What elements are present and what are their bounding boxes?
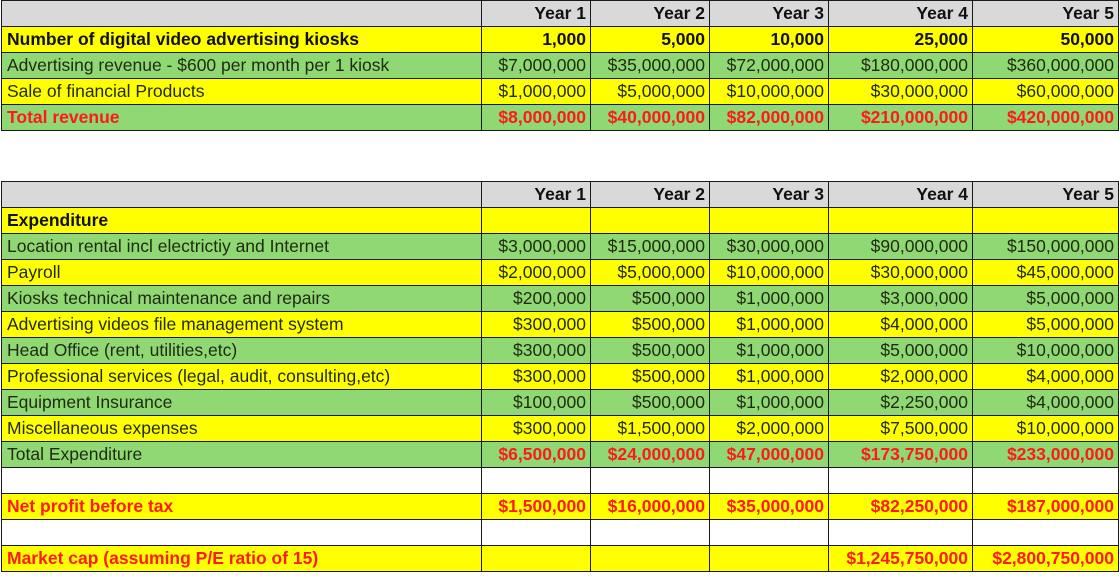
row-label[interactable]: Professional services (legal, audit, consulting,etc): [2, 364, 482, 390]
table-row-kiosks: [2, 27, 1119, 53]
cell-year-4[interactable]: $5,000,000: [829, 338, 973, 364]
header-cell-year-1[interactable]: Year 1: [482, 1, 591, 27]
cell-year-2[interactable]: $40,000,000: [591, 105, 710, 131]
cell-year-3[interactable]: $72,000,000: [710, 53, 829, 79]
cell-year-5[interactable]: $4,000,000: [973, 390, 1119, 416]
cell-year-3[interactable]: $1,000,000: [710, 286, 829, 312]
cell-year-1[interactable]: $300,000: [482, 312, 591, 338]
header-cell-label[interactable]: [2, 182, 482, 208]
cell-year-2[interactable]: $500,000: [591, 286, 710, 312]
cell-year-5[interactable]: $2,800,750,000: [973, 546, 1119, 572]
empty-cell[interactable]: [710, 208, 829, 234]
cell-year-4[interactable]: $2,250,000: [829, 390, 973, 416]
empty-cell[interactable]: [482, 208, 591, 234]
table-row-total-expenditure: [2, 442, 1119, 468]
section-title[interactable]: Expenditure: [2, 208, 482, 234]
cell-year-5[interactable]: $187,000,000: [973, 494, 1119, 520]
row-label[interactable]: Payroll: [2, 260, 482, 286]
table-row-head-office: [2, 338, 1119, 364]
header-cell-year-3[interactable]: Year 3: [710, 1, 829, 27]
cell-year-1[interactable]: $300,000: [482, 338, 591, 364]
cell-year-3[interactable]: $1,000,000: [710, 364, 829, 390]
empty-cell[interactable]: [482, 468, 591, 494]
section-title-row: [2, 208, 1119, 234]
empty-cell[interactable]: [829, 208, 973, 234]
header-cell-label[interactable]: [2, 1, 482, 27]
cell-year-3[interactable]: $35,000,000: [710, 494, 829, 520]
row-label[interactable]: Kiosks technical maintenance and repairs: [2, 286, 482, 312]
row-label[interactable]: Location rental incl electrictiy and Internet: [2, 234, 482, 260]
cell-year-2[interactable]: $35,000,000: [591, 53, 710, 79]
table-row-financial-products: [2, 79, 1119, 105]
cell-year-2[interactable]: $500,000: [591, 390, 710, 416]
empty-cell[interactable]: [710, 520, 829, 546]
cell-year-5[interactable]: $5,000,000: [973, 312, 1119, 338]
cell-year-3[interactable]: $30,000,000: [710, 234, 829, 260]
cell-year-5[interactable]: $10,000,000: [973, 416, 1119, 442]
table-row-payroll: [2, 260, 1119, 286]
cell-year-4[interactable]: $7,500,000: [829, 416, 973, 442]
cell-year-1[interactable]: $3,000,000: [482, 234, 591, 260]
cell-year-4[interactable]: $1,245,750,000: [829, 546, 973, 572]
cell-year-1[interactable]: $8,000,000: [482, 105, 591, 131]
empty-cell[interactable]: [973, 520, 1119, 546]
row-label[interactable]: Equipment Insurance: [2, 390, 482, 416]
cell-year-2[interactable]: $500,000: [591, 312, 710, 338]
blank-row: [2, 468, 1119, 494]
row-label[interactable]: Advertising revenue - $600 per month per 1 kiosk: [2, 53, 482, 79]
cell-year-1[interactable]: $1,000,000: [482, 79, 591, 105]
header-cell-year-4[interactable]: Year 4: [829, 182, 973, 208]
cell-year-4[interactable]: $4,000,000: [829, 312, 973, 338]
cell-year-1[interactable]: $2,000,000: [482, 260, 591, 286]
cell-year-3[interactable]: [710, 546, 829, 572]
cell-year-2[interactable]: $1,500,000: [591, 416, 710, 442]
empty-cell[interactable]: [591, 468, 710, 494]
row-label[interactable]: Advertising videos file management system: [2, 312, 482, 338]
cell-year-3[interactable]: $82,000,000: [710, 105, 829, 131]
cell-year-2[interactable]: 5,000: [591, 27, 710, 53]
header-cell-year-3[interactable]: Year 3: [710, 182, 829, 208]
row-label[interactable]: Total Expenditure: [2, 442, 482, 468]
cell-year-4[interactable]: $180,000,000: [829, 53, 973, 79]
cell-year-3[interactable]: $1,000,000: [710, 390, 829, 416]
table-row-professional-services: [2, 364, 1119, 390]
empty-cell[interactable]: [591, 208, 710, 234]
row-label[interactable]: Net profit before tax: [2, 494, 482, 520]
empty-cell[interactable]: [829, 520, 973, 546]
row-label[interactable]: Miscellaneous expenses: [2, 416, 482, 442]
row-label[interactable]: Head Office (rent, utilities,etc): [2, 338, 482, 364]
cell-year-1[interactable]: $300,000: [482, 364, 591, 390]
cell-year-4[interactable]: $173,750,000: [829, 442, 973, 468]
revenue-header-row: [2, 1, 1119, 27]
cell-year-1[interactable]: $7,000,000: [482, 53, 591, 79]
cell-year-4[interactable]: 25,000: [829, 27, 973, 53]
empty-cell[interactable]: [710, 468, 829, 494]
header-cell-year-2[interactable]: Year 2: [591, 1, 710, 27]
header-cell-year-1[interactable]: Year 1: [482, 182, 591, 208]
table-row-file-management: [2, 312, 1119, 338]
table-row-maintenance: [2, 286, 1119, 312]
cell-year-5[interactable]: $233,000,000: [973, 442, 1119, 468]
cell-year-2[interactable]: $24,000,000: [591, 442, 710, 468]
table-row-market-cap: [2, 546, 1119, 572]
row-label[interactable]: Market cap (assuming P/E ratio of 15): [2, 546, 482, 572]
cell-year-2[interactable]: $16,000,000: [591, 494, 710, 520]
expenditure-table: [1, 181, 1119, 572]
cell-year-5[interactable]: $10,000,000: [973, 338, 1119, 364]
cell-year-3[interactable]: $10,000,000: [710, 260, 829, 286]
empty-cell[interactable]: [829, 468, 973, 494]
empty-cell[interactable]: [482, 520, 591, 546]
cell-year-4[interactable]: $90,000,000: [829, 234, 973, 260]
table-row-equipment-insurance: [2, 390, 1119, 416]
row-label[interactable]: Number of digital video advertising kiosks: [2, 27, 482, 53]
header-cell-year-5[interactable]: Year 5: [973, 182, 1119, 208]
cell-year-4[interactable]: $210,000,000: [829, 105, 973, 131]
cell-year-5[interactable]: $5,000,000: [973, 286, 1119, 312]
cell-year-1[interactable]: $6,500,000: [482, 442, 591, 468]
empty-cell[interactable]: [591, 520, 710, 546]
empty-cell[interactable]: [2, 520, 482, 546]
cell-year-2[interactable]: $15,000,000: [591, 234, 710, 260]
cell-year-1[interactable]: $200,000: [482, 286, 591, 312]
cell-year-5[interactable]: $360,000,000: [973, 53, 1119, 79]
cell-year-3[interactable]: $1,000,000: [710, 312, 829, 338]
cell-year-1[interactable]: 1,000: [482, 27, 591, 53]
cell-year-3[interactable]: $47,000,000: [710, 442, 829, 468]
cell-year-3[interactable]: $1,000,000: [710, 338, 829, 364]
cell-year-3[interactable]: $10,000,000: [710, 79, 829, 105]
cell-year-2[interactable]: $500,000: [591, 364, 710, 390]
cell-year-1[interactable]: $100,000: [482, 390, 591, 416]
header-cell-year-5[interactable]: Year 5: [973, 1, 1119, 27]
cell-year-5[interactable]: $45,000,000: [973, 260, 1119, 286]
cell-year-5[interactable]: 50,000: [973, 27, 1119, 53]
header-cell-year-2[interactable]: Year 2: [591, 182, 710, 208]
cell-year-1[interactable]: $300,000: [482, 416, 591, 442]
expenditure-header-row: [2, 182, 1119, 208]
cell-year-1[interactable]: $1,500,000: [482, 494, 591, 520]
cell-year-4[interactable]: $2,000,000: [829, 364, 973, 390]
cell-year-5[interactable]: $150,000,000: [973, 234, 1119, 260]
cell-year-2[interactable]: [591, 546, 710, 572]
table-row-net-profit: [2, 494, 1119, 520]
empty-cell[interactable]: [973, 208, 1119, 234]
table-row-advertising-revenue: [2, 53, 1119, 79]
cell-year-2[interactable]: $5,000,000: [591, 79, 710, 105]
cell-year-4[interactable]: $82,250,000: [829, 494, 973, 520]
revenue-table: [1, 0, 1119, 131]
cell-year-4[interactable]: $3,000,000: [829, 286, 973, 312]
row-label[interactable]: Sale of financial Products: [2, 79, 482, 105]
table-row-miscellaneous: [2, 416, 1119, 442]
cell-year-4[interactable]: $30,000,000: [829, 260, 973, 286]
cell-year-4[interactable]: $30,000,000: [829, 79, 973, 105]
empty-cell[interactable]: [2, 468, 482, 494]
blank-row: [2, 520, 1119, 546]
cell-year-5[interactable]: $4,000,000: [973, 364, 1119, 390]
cell-year-2[interactable]: $5,000,000: [591, 260, 710, 286]
header-cell-year-4[interactable]: Year 4: [829, 1, 973, 27]
table-row-location-rental: [2, 234, 1119, 260]
cell-year-2[interactable]: $500,000: [591, 338, 710, 364]
empty-cell[interactable]: [973, 468, 1119, 494]
table-row-total-revenue: [2, 105, 1119, 131]
cell-year-3[interactable]: $2,000,000: [710, 416, 829, 442]
cell-year-1[interactable]: [482, 546, 591, 572]
cell-year-5[interactable]: $420,000,000: [973, 105, 1119, 131]
row-label[interactable]: Total revenue: [2, 105, 482, 131]
cell-year-5[interactable]: $60,000,000: [973, 79, 1119, 105]
cell-year-3[interactable]: 10,000: [710, 27, 829, 53]
